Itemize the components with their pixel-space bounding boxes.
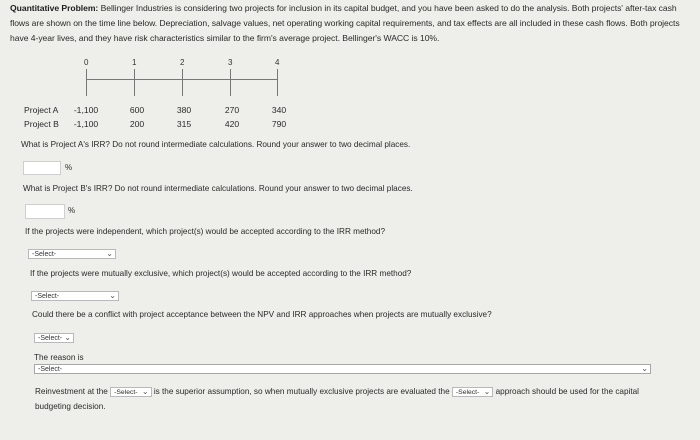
chevron-down-icon: ⌄ <box>641 364 648 373</box>
reinvestment-text-3: approach should be used for the capital budgeting decision. <box>35 387 640 411</box>
reason-label: The reason is <box>34 353 84 362</box>
reason-select-value: -Select- <box>38 366 63 373</box>
approach-select-value: -Select- <box>455 388 480 396</box>
reinvestment-statement <box>35 384 665 414</box>
independent-projects-select-value: -Select- <box>32 251 57 258</box>
reason-select[interactable] <box>34 364 651 374</box>
project-a-cf-4: 340 <box>271 105 287 115</box>
project-b-cf-3: 420 <box>224 119 240 129</box>
period-label-3: 3 <box>228 58 233 67</box>
percent-unit-b: % <box>68 206 76 215</box>
timeline-tick-4 <box>277 69 278 96</box>
timeline-tick-1 <box>134 69 135 96</box>
conflict-select-value: -Select- <box>38 335 63 342</box>
reinvestment-text-2: is the superior assumption, so when mutually exclusive projects are evaluated the <box>153 387 450 396</box>
period-label-1: 1 <box>132 58 137 67</box>
project-a-irr-input[interactable] <box>23 161 61 175</box>
project-a-cf-0: -1,100 <box>73 105 99 115</box>
chevron-down-icon: ⌄ <box>64 333 71 342</box>
question-npv-irr-conflict: Could there be a conflict with project acceptance between the NPV and IRR approaches when projects are mutually exclusive? <box>32 310 492 319</box>
question-mutually-exclusive-irr: If the projects were mutually exclusive, which project(s) would be accepted according to the IRR method? <box>30 269 412 278</box>
project-a-label: Project A <box>24 105 59 115</box>
project-b-cf-0: -1,100 <box>73 119 99 129</box>
timeline-tick-0 <box>86 69 87 96</box>
project-a-cf-2: 380 <box>176 105 192 115</box>
chevron-down-icon: ⌄ <box>106 249 113 258</box>
project-a-cf-3: 270 <box>224 105 240 115</box>
chevron-down-icon: ⌄ <box>141 386 149 396</box>
project-b-irr-input[interactable] <box>25 204 65 219</box>
problem-intro <box>10 1 690 46</box>
mutually-exclusive-select-value: -Select- <box>35 293 60 300</box>
reinvestment-rate-select-value: -Select- <box>114 388 138 396</box>
conflict-select[interactable] <box>34 333 74 343</box>
problem-title: Quantitative Problem: <box>10 3 99 13</box>
project-b-cf-1: 200 <box>129 119 145 129</box>
question-independent-irr: If the projects were independent, which project(s) would be accepted according to the IRR method? <box>25 227 385 236</box>
percent-unit-a: % <box>65 163 73 172</box>
independent-projects-select[interactable] <box>28 249 116 259</box>
project-b-cf-4: 790 <box>271 119 287 129</box>
project-b-label: Project B <box>24 119 59 129</box>
mutually-exclusive-select[interactable] <box>31 291 119 301</box>
timeline-tick-3 <box>230 69 231 96</box>
chevron-down-icon: ⌄ <box>109 291 116 300</box>
period-label-4: 4 <box>275 58 280 67</box>
chevron-down-icon: ⌄ <box>483 386 491 396</box>
question-project-a-irr: What is Project A's IRR? Do not round intermediate calculations. Round your answer to two decimal places. <box>21 140 411 149</box>
problem-text: Bellinger Industries is considering two projects for inclusion in its capital budget, and you have been asked to do the analysis. Both projects' after-tax cash flows are shown on the time line below. Depreciation, salvage values, net operating working capital requirements, and tax effects are all included in these cash flows. Both projects have 4-year lives, and they have risk characteristics similar to the firm's average project. Bellinger's WACC is 10%. <box>10 3 680 43</box>
reinvestment-rate-select[interactable] <box>110 387 151 397</box>
project-a-cf-1: 600 <box>129 105 145 115</box>
timeline-tick-2 <box>182 69 183 96</box>
period-label-2: 2 <box>180 58 185 67</box>
approach-select[interactable] <box>452 387 493 397</box>
period-label-0: 0 <box>84 58 89 67</box>
timeline-axis <box>86 79 278 80</box>
project-b-cf-2: 315 <box>176 119 192 129</box>
reinvestment-text-1: Reinvestment at the <box>35 387 108 396</box>
question-project-b-irr: What is Project B's IRR? Do not round intermediate calculations. Round your answer to two decimal places. <box>23 184 413 193</box>
